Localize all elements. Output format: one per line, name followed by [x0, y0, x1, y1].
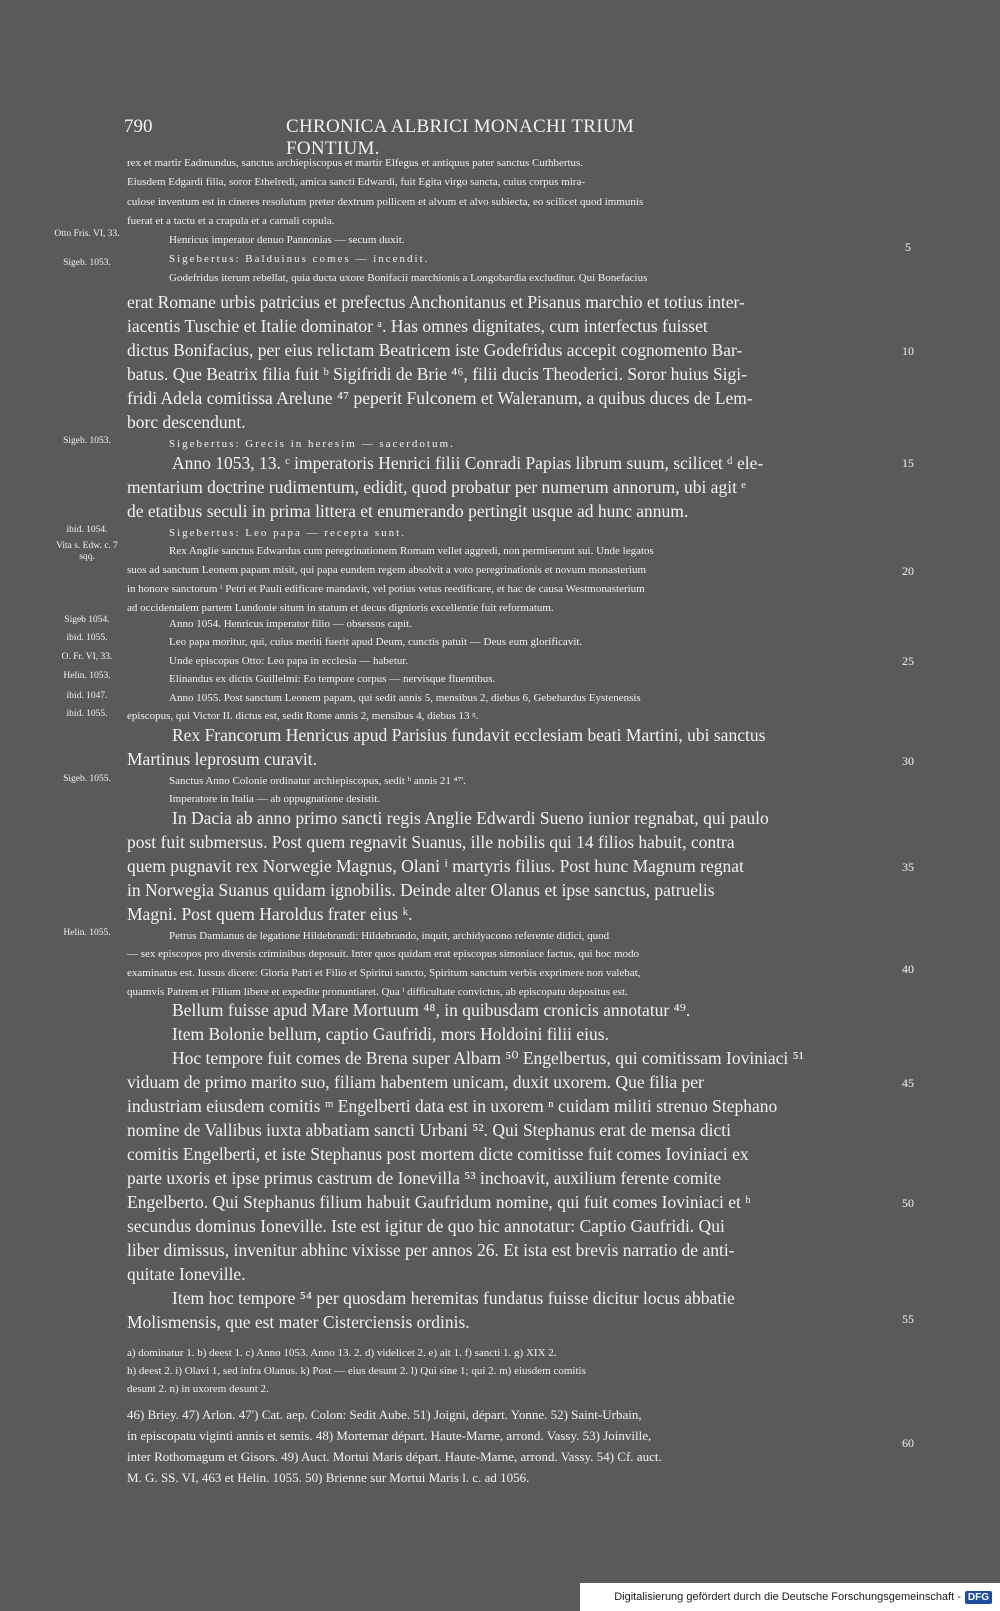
text-line: in Norwegia Suanus quidam ignobilis. Deinde alter Olanus et ipse sanctus, patruelis	[127, 880, 715, 900]
text-line: Leo papa moritur, qui, cuius meriti fuerit apud Deum, cunctis patuit — Deus eum glorificavit.	[169, 636, 583, 648]
footnote-line: 46) Briey. 47) Arlon. 47') Cat. aep. Colon: Sedit Aube. 51) Joigni, départ. Yonne. 52) Saint-Urbain,	[127, 1407, 642, 1422]
text-line: suos ad sanctum Leonem papam misit, qui papa eundem regem absolvit a voto peregrinationis et novum monasterium	[127, 564, 647, 576]
text-line: nomine de Vallibus iuxta abbatiam sancti Urbani ⁵². Qui Stephanus erat de mensa dicti	[127, 1120, 731, 1140]
text-line: quitate Ioneville.	[127, 1264, 246, 1284]
text-line: fridi Adela comitissa Arelune ⁴⁷ peperit Fulconem et Waleranum, a quibus duces de Lem-	[127, 388, 753, 408]
text-line: ad occidentalem partem Lundonie situm in statum et decus dignioris excellentie fuit reformatum.	[127, 602, 554, 614]
line-number: 10	[902, 344, 914, 358]
text-line: Molismensis, que est mater Cisterciensis ordinis.	[127, 1312, 470, 1332]
footnote-line: a) dominatur 1. b) deest 1. c) Anno 1053. Anno 13. 2. d) videlicet 2. e) ait 1. f) sancti 1. g) XIX 2.	[127, 1347, 557, 1359]
text-line: Hoc tempore fuit comes de Brena super Albam ⁵⁰ Engelbertus, qui comitissam Ioviniaci ⁵¹	[172, 1048, 804, 1068]
text-line: Item Bolonie bellum, captio Gaufridi, mors Holdoini filii eius.	[172, 1024, 609, 1044]
text-line: In Dacia ab anno primo sancti regis Anglie Edwardi Sueno iunior regnabat, qui paulo	[172, 808, 769, 828]
text-line: industriam eiusdem comitis ᵐ Engelberti data est in uxorem ⁿ cuidam militi strenuo Stephano	[127, 1096, 778, 1116]
text-line: Henricus imperator denuo Pannonias — secum duxit.	[169, 234, 405, 246]
text-line: Rex Anglie sanctus Edwardus cum peregrinationem Romam vellet aggredi, non permiserunt sui. Unde legatos	[169, 545, 654, 557]
text-line: — sex episcopos pro diversis criminibus deposuit. Inter quos quidam erat episcopus simoniace factus, qui hoc modo	[127, 948, 640, 960]
text-line: Sanctus Anno Colonie ordinatur archiepiscopus, sedit ʰ annis 21 ⁴⁷'.	[169, 775, 467, 787]
margin-reference: Sigeb. 1055.	[63, 774, 111, 784]
text-line: batus. Que Beatrix filia fuit ᵇ Sigifridi de Brie ⁴⁶, filii ducis Theoderici. Soror huius Sigi-	[127, 364, 747, 384]
line-number: 30	[902, 754, 914, 768]
text-line: post fuit submersus. Post quem regnavit Suanus, ille nobilis qui 14 filios habuit, contra	[127, 832, 735, 852]
text-line: Imperatore in Italia — ab oppugnatione desistit.	[169, 793, 381, 805]
text-line: Rex Francorum Henricus apud Parisius fundavit ecclesiam beati Martini, ubi sanctus	[172, 725, 766, 745]
line-number: 25	[902, 654, 914, 668]
footnote-line: M. G. SS. VI, 463 et Helin. 1055. 50) Brienne sur Mortui Maris l. c. ad 1056.	[127, 1470, 530, 1485]
text-line: in honore sanctorum ᶠ Petri et Pauli edificare mandavit, vel potius vetus reedificare, et hac de causa Westmonasterium	[127, 583, 645, 595]
margin-reference: Sigeb. 1053.	[63, 258, 111, 268]
text-line: parte uxoris et ipse primus castrum de Ionevilla ⁵³ inchoavit, auxilium ferente comite	[127, 1168, 722, 1188]
margin-reference: ibid. 1047.	[66, 691, 108, 701]
text-line: rex et martir Eadmundus, sanctus archiepiscopus et martir Elfegus et antiquus pater sanctus Cuthbertus.	[127, 157, 584, 169]
text-line: secundus dominus Ioneville. Iste est igitur de quo hic annotatur: Captio Gaufridi. Qui	[127, 1216, 725, 1236]
text-line: examinatus est. Iussus dicere: Gloria Patri et Filio et Spiritui sancto, Spiritum sanctum verbis exprimere non valebat,	[127, 967, 641, 979]
text-line: fuerat et a tactu et a crapula et a carnali copula.	[127, 215, 335, 227]
text-line: Item hoc tempore ⁵⁴ per quosdam heremitas fundatus fuisse dicitur locus abbatie	[172, 1288, 735, 1308]
line-number: 60	[902, 1436, 914, 1450]
text-line: comitis Engelberti, et iste Stephanus post mortem dicte comitisse fuit comes Ioviniaci ex	[127, 1144, 749, 1164]
line-number: 20	[902, 564, 914, 578]
margin-reference: Otto Fris. VI, 33.	[54, 229, 120, 239]
text-line: mentarium doctrine rudimentum, edidit, quod probatur per numerum annorum, ubi agit ᵉ	[127, 477, 746, 497]
text-line: quem pugnavit rex Norwegie Magnus, Olani ⁱ martyris filius. Post hunc Magnum regnat	[127, 856, 744, 876]
margin-reference: ibid. 1054.	[66, 525, 108, 535]
funding-credit: Digitalisierung gefördert durch die Deutsche Forschungsgemeinschaft -	[614, 1591, 961, 1603]
text-line: Anno 1055. Post sanctum Leonem papam, qui sedit annis 5, mensibus 2, diebus 6, Gebehardus Eystenensis	[169, 692, 641, 704]
line-number: 15	[902, 456, 914, 470]
text-line: Unde episcopus Otto: Leo papa in ecclesia — habetur.	[169, 655, 409, 667]
page-number: 790	[124, 116, 153, 137]
text-line: Elinandus ex dictis Guillelmi: Eo tempore corpus — nervisque fluentibus.	[169, 673, 496, 685]
dfg-footer	[580, 1583, 1000, 1611]
footnote-line: inter Rothomagum et Gisors. 49) Auct. Mortui Maris départ. Haute-Marne, arrond. Vassy. 54) Cf. auct.	[127, 1449, 662, 1464]
text-line: Engelberto. Qui Stephanus filium habuit Gaufridum nomine, qui fuit comes Ioviniaci et ʰ	[127, 1192, 751, 1212]
margin-reference: Helin. 1055.	[63, 928, 111, 938]
margin-reference: Vita s. Edw. c. 7 sqq.	[56, 541, 118, 562]
text-line: erat Romane urbis patricius et prefectus Anchonitanus et Pisanus marchio et totius inter-	[127, 292, 745, 312]
text-line: Petrus Damianus de legatione Hildebrandi: Hildebrando, inquit, archidyacono referente didici, quod	[169, 930, 610, 942]
text-line: Martinus leprosum curavit.	[127, 749, 318, 769]
text-line: culose inventum est in cineres resolutum preter dextrum pollicem et alvum et alvo subiecta, eo scilicet quod immunis	[127, 196, 644, 208]
line-number: 45	[902, 1076, 914, 1090]
margin-reference: O. Fr. VI, 33.	[61, 652, 113, 662]
text-line: Bellum fuisse apud Mare Mortuum ⁴⁸, in quibusdam cronicis annotatur ⁴⁹.	[172, 1000, 691, 1020]
text-line: Sigebertus: Leo papa — recepta sunt.	[169, 527, 406, 539]
running-title: CHRONICA ALBRICI MONACHI TRIUM FONTIUM.	[286, 116, 635, 159]
margin-reference: Sigeb. 1053.	[63, 436, 111, 446]
margin-reference: Helin. 1053.	[63, 671, 111, 681]
text-line: Godefridus iterum rebellat, quia ducta uxore Bonifacii marchionis a Longobardia excluditur. Qui Bonefacius	[169, 272, 648, 284]
footnote-line: desunt 2. n) in uxorem desunt 2.	[127, 1383, 269, 1395]
text-line: episcopus, qui Victor II. dictus est, sedit Rome annis 2, mensibus 4, diebus 13 ᵍ.	[127, 710, 479, 722]
text-line: liber dimissus, invenitur abhinc vixisse per annos 26. Et ista est brevis narratio de anti-	[127, 1240, 735, 1260]
text-line: Anno 1053, 13. ᶜ imperatoris Henrici filii Conradi Papias librum suum, scilicet ᵈ ele-	[172, 453, 764, 473]
line-number: 55	[902, 1312, 914, 1326]
text-line: de etatibus seculi in prima littera et enumerando pertingit usque ad hunc annum.	[127, 501, 689, 521]
text-line: dictus Bonifacius, per eius relictam Beatricem iste Godefridus accepit cognomento Bar-	[127, 340, 743, 360]
footnote-line: h) deest 2. i) Olavi 1, sed infra Olanus. k) Post — eius desunt 2. l) Qui sine 1; qui 2. m) eiusdem comitis	[127, 1365, 586, 1377]
text-line: Anno 1054. Henricus imperator filio — obsessos capit.	[169, 618, 412, 630]
line-number: 40	[902, 962, 914, 976]
running-head	[124, 116, 728, 159]
text-line: borc descendunt.	[127, 412, 246, 432]
footnote-line: in episcopatu viginti annis et semis. 48) Mortemar départ. Haute-Marne, arrond. Vassy. 53) Joinville,	[127, 1428, 652, 1443]
text-line: viduam de primo marito suo, filiam habentem unicam, duxit uxorem. Que filia per	[127, 1072, 704, 1092]
line-number: 5	[905, 240, 911, 254]
dfg-logo: DFG	[965, 1591, 992, 1604]
margin-reference: Sigeb 1054.	[64, 615, 110, 625]
text-line: Sigebertus: Balduinus comes — incendit.	[169, 253, 430, 265]
text-line: Eiusdem Edgardi filia, soror Ethelredi, amica sancti Edwardi, fuit Egita virgo sancta, cuius corpus mira-	[127, 176, 585, 188]
line-number: 35	[902, 860, 914, 874]
margin-reference: ibid. 1055.	[66, 633, 108, 643]
text-line: Sigebertus: Grecis in heresim — sacerdotum.	[169, 438, 455, 450]
text-line: iacentis Tuschie et Italie dominator ᵃ. Has omnes dignitates, cum interfectus fuisset	[127, 316, 708, 336]
margin-reference: ibid. 1055.	[66, 709, 108, 719]
line-number: 50	[902, 1196, 914, 1210]
text-line: Magni. Post quem Haroldus frater eius ᵏ.	[127, 904, 413, 924]
text-line: quamvis Patrem et Filium libere et expedite pronuntiaret. Qua ˡ difficultate convictus, ab episcopatu depositus est.	[127, 986, 628, 998]
